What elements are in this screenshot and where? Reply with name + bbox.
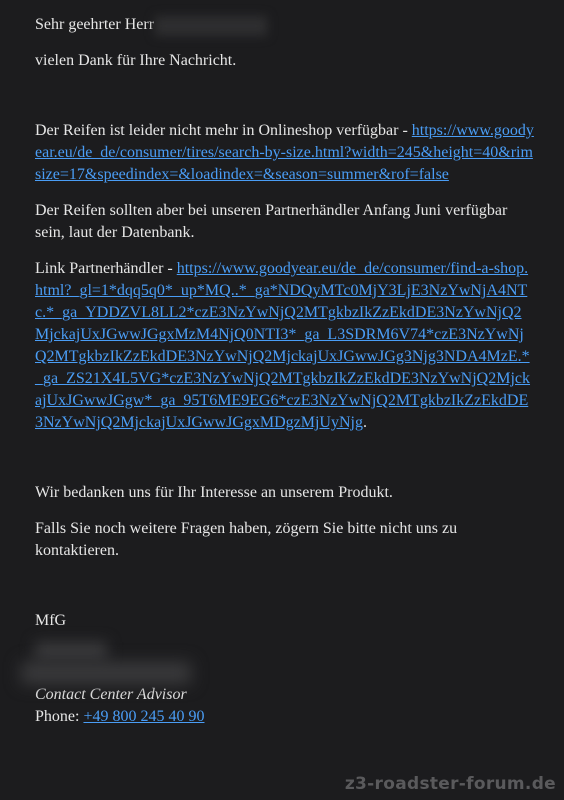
signature-role: Contact Center Advisor — [35, 686, 187, 703]
link-end: . — [362, 414, 367, 431]
partner-link-label: Link Partnerhändler - — [35, 260, 177, 277]
reifen-text: Der Reifen ist leider nicht mehr in Onlineshop verfügbar - — [35, 122, 412, 139]
thanks-line: vielen Dank für Ihre Nachricht. — [35, 52, 237, 69]
partner-paragraph: Der Reifen sollten aber bei unseren Partnerhändler Anfang Juni verfügbar sein, laut der Datenbank. — [35, 202, 508, 241]
find-a-shop-link[interactable]: https://www.goodyear.eu/de_de/consumer/find-a-shop.html?_gl=1*dqq5q0*_up*MQ..*_ga*NDQyMTc0MjY3LjE3NzYwNjA4NTc.*_ga_YDDZVL8LL2*czE3NzYwNjQ2MTgkbzIkZzEkdDE3NzYwNjQ2MjckajUxJGwwJGgxMzM4NjQ0NTI3*_ga_L3SDRM6V74*czE3NzYwNjQ2MTgkbzIkZzEkdDE3NzYwNjQ2MjckajUxJGwwJGg3Njg3NDA4MzE.*_ga_ZS21X4L5VG*czE3NzYwNjQ2MTgkbzIkZzEkdDE3NzYwNjQ2MjckajUxJGwwJGgw*_ga_95T6ME9EG6*czE3NzYwNjQ2MTgkbzIkZzEkdDE3NzYwNjQ2MjckajUxJGwwJGgxMDgzMjUyNjg — [35, 260, 531, 431]
redacted-signature — [35, 636, 535, 684]
partner-link-paragraph — [35, 258, 535, 434]
salutation-line — [35, 14, 535, 36]
redacted-name — [155, 16, 267, 36]
forum-watermark: z3-roadster-forum.de — [344, 774, 556, 794]
closing: MfG — [35, 612, 67, 629]
redacted-signature-line1 — [35, 642, 107, 660]
phone-line — [35, 706, 535, 728]
fragen-paragraph: Falls Sie noch weitere Fragen haben, zögern Sie bitte nicht uns zu kontaktieren. — [35, 520, 458, 559]
phone-label: Phone: — [35, 708, 84, 725]
reifen-paragraph — [35, 120, 535, 186]
redacted-signature-line2 — [21, 662, 191, 684]
salutation: Sehr geehrter Herr — [35, 16, 155, 33]
search-by-size-link[interactable]: https://www.goodyear.eu/de_de/consumer/tires/search-by-size.html?width=245&height=40&rimsize=17&speedindex=&loadindex=&season=summer&rof=false — [35, 122, 534, 183]
bedanken-paragraph: Wir bedanken uns für Ihr Interesse an unserem Produkt. — [35, 484, 393, 501]
email-body — [35, 14, 535, 728]
phone-link[interactable]: +49 800 245 40 90 — [83, 708, 205, 725]
